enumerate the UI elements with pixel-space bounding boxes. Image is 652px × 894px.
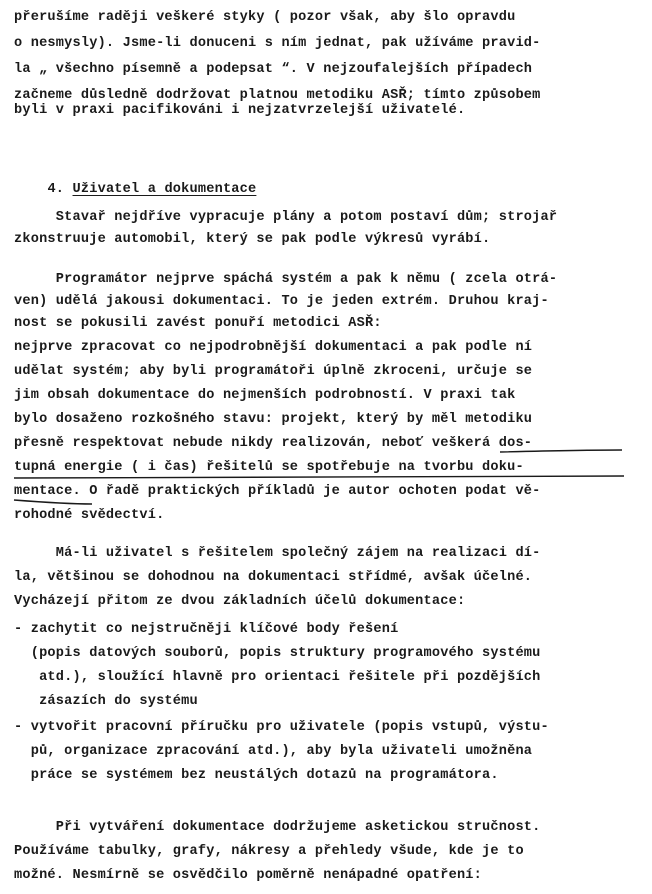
- section-heading: Uživatel a dokumentace: [72, 182, 257, 197]
- text-line: (popis datových souborů, popis struktury programového systému: [14, 646, 541, 661]
- text-line: možné. Nesmírně se osvědčilo poměrně nenápadné opatření:: [14, 868, 483, 883]
- text-line: Vycházejí přitom ze dvou základních účelů dokumentace:: [14, 594, 466, 609]
- text-line: pů, organizace zpracování atd.), aby byla uživateli umožněna: [14, 744, 533, 759]
- text-line: ven) udělá jakousi dokumentaci. To je jeden extrém. Druhou kraj-: [14, 294, 549, 309]
- text-line: mentace. O řadě praktických příkladů je autor ochoten podat vě-: [14, 484, 541, 499]
- text-line: přerušíme raději veškeré styky ( pozor však, aby šlo opravdu: [14, 10, 516, 25]
- text-line: Programátor nejprve spáchá systém a pak k němu ( zcela otrá-: [14, 272, 558, 287]
- text-line: zásazích do systému: [14, 694, 198, 709]
- text-line: Má-li uživatel s řešitelem společný zájem na realizaci dí-: [14, 546, 541, 561]
- text-line: byli v praxi pacifikováni i nejzatvrzelejší uživatelé.: [14, 103, 466, 118]
- text-line: práce se systémem bez neustálých dotazů na programátora.: [14, 768, 499, 783]
- text-line: la, většinou se dohodnou na dokumentaci střídmé, avšak účelné.: [14, 570, 533, 585]
- text-line: Při vytváření dokumentace dodržujeme asketickou stručnost.: [14, 820, 541, 835]
- text-line: bylo dosaženo rozkošného stavu: projekt, který by měl metodiku: [14, 412, 533, 427]
- text-line: Používáme tabulky, grafy, nákresy a přehledy všude, kde je to: [14, 844, 524, 859]
- text-line: Stavař nejdříve vypracuje plány a potom postaví dům; strojař: [14, 210, 558, 225]
- text-line: začneme důsledně dodržovat platnou metodiku ASŘ; tímto způsobem: [14, 88, 541, 103]
- text-line: přesně respektovat nebude nikdy realizován, neboť veškerá dos-: [14, 436, 533, 451]
- text-line: la „ všechno písemně a podepsat “. V nejzoufalejších případech: [14, 62, 533, 77]
- text-line: o nesmysly). Jsme-li donuceni s ním jednat, pak užíváme pravid-: [14, 36, 541, 51]
- text-line: nost se pokusili zavést ponuří metodici ASŘ:: [14, 316, 382, 331]
- text-line: rohodné svědectví.: [14, 508, 165, 523]
- text-line: zkonstruuje automobil, který se pak podle výkresů vyrábí.: [14, 232, 491, 247]
- section-number: 4.: [47, 182, 65, 197]
- text-line: tupná energie ( i čas) řešitelů se spotřebuje na tvorbu doku-: [14, 460, 524, 475]
- text-line: udělat systém; aby byli programátoři úplně zkroceni, určuje se: [14, 364, 533, 379]
- text-line: nejprve zpracovat co nejpodrobnější dokumentaci a pak podle ní: [14, 340, 533, 355]
- list-item: - vytvořit pracovní příručku pro uživatele (popis vstupů, výstu-: [14, 720, 549, 735]
- text-line: jim obsah dokumentace do nejmenších podrobností. V praxi tak: [14, 388, 516, 403]
- list-item: - zachytit co nejstručněji klíčové body řešení: [14, 622, 399, 637]
- text-line: atd.), sloužící hlavně pro orientaci řešitele při pozdějších: [14, 670, 541, 685]
